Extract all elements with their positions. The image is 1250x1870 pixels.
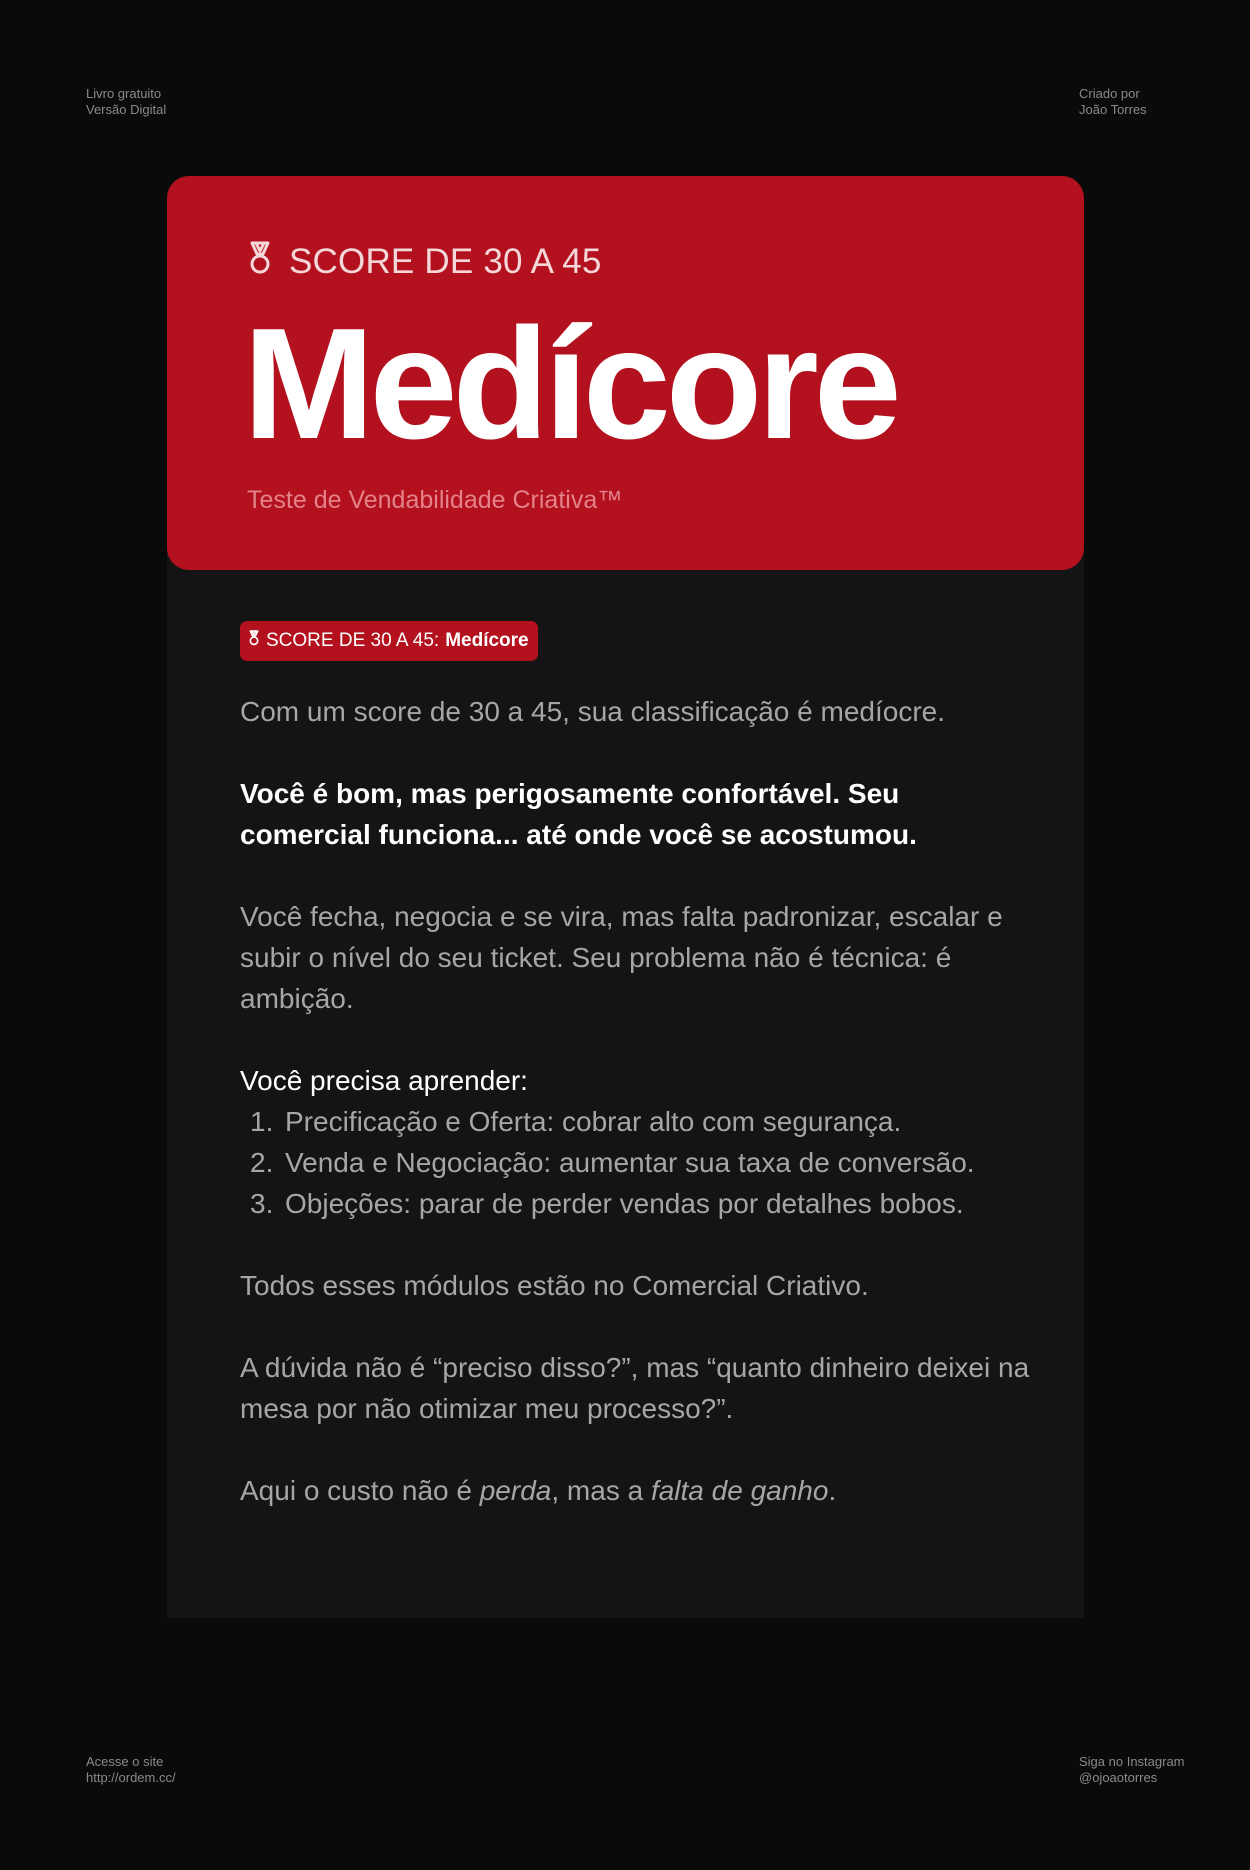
list-item-number: 3. <box>250 1187 274 1219</box>
corner-line: Versão Digital <box>86 102 167 117</box>
modules-paragraph: Todos esses módulos estão no Comercial Criativo. <box>240 1269 869 1301</box>
score-badge <box>240 621 538 661</box>
result-content <box>240 616 1030 1511</box>
list-item <box>240 1101 1030 1142</box>
learn-list <box>240 1101 1030 1224</box>
hero-eyebrow <box>247 242 602 282</box>
question-paragraph: A dúvida não é “preciso disso?”, mas “quanto dinheiro deixei na mesa por não otimizar meu processo?”. <box>240 1351 1030 1424</box>
hero-banner <box>167 176 1084 570</box>
closing-text: , mas a <box>551 1474 651 1506</box>
medal-icon <box>247 241 273 284</box>
corner-top-left <box>86 86 166 118</box>
learn-heading: Você precisa aprender: <box>240 1064 528 1096</box>
list-item <box>240 1183 1030 1224</box>
intro-paragraph: Com um score de 30 a 45, sua classificação é medíocre. <box>240 695 946 727</box>
corner-line: Siga no Instagram <box>1079 1754 1185 1769</box>
list-item-number: 1. <box>250 1105 274 1137</box>
corner-top-right <box>1079 86 1147 118</box>
corner-line: Livro gratuito <box>86 86 162 101</box>
score-badge-label: Medícore <box>445 630 529 651</box>
closing-emphasis: falta de ganho <box>650 1474 829 1506</box>
list-item <box>240 1142 1030 1183</box>
hero-subtitle: Teste de Vendabilidade Criativa™ <box>247 486 623 514</box>
list-item-text: Venda e Negociação: aumentar sua taxa de conversão. <box>285 1146 975 1178</box>
list-item-number: 2. <box>250 1146 274 1178</box>
corner-bottom-left <box>86 1754 176 1786</box>
diagnosis-paragraph: Você fecha, negocia e se vira, mas falta padronizar, escalar e subir o nível do seu ticket. Seu problema não é técnica: é ambição. <box>240 900 1003 1014</box>
hero-eyebrow-text: SCORE DE 30 A 45 <box>289 242 602 281</box>
closing-emphasis: perda <box>479 1474 552 1506</box>
result-card <box>167 176 1084 1618</box>
corner-line[interactable]: @ojoaotorres <box>1079 1770 1158 1785</box>
medal-icon <box>248 620 260 661</box>
corner-line: Acesse o site <box>86 1754 164 1769</box>
corner-line[interactable]: http://ordem.cc/ <box>86 1770 176 1785</box>
closing-text: . <box>828 1474 837 1506</box>
list-item-text: Precificação e Oferta: cobrar alto com segurança. <box>285 1105 902 1137</box>
score-badge-prefix: SCORE DE 30 A 45: <box>266 630 440 651</box>
corner-line: Criado por <box>1079 86 1140 101</box>
hero-title: Medícore <box>243 296 897 472</box>
closing-paragraph <box>240 1470 1030 1511</box>
list-item-text: Objeções: parar de perder vendas por detalhes bobos. <box>285 1187 964 1219</box>
closing-text: Aqui o custo não é <box>240 1474 480 1506</box>
corner-line: João Torres <box>1079 102 1147 117</box>
corner-bottom-right <box>1079 1754 1185 1786</box>
highlight-paragraph: Você é bom, mas perigosamente confortável. Seu comercial funciona... até onde você se acostumou. <box>240 777 917 850</box>
